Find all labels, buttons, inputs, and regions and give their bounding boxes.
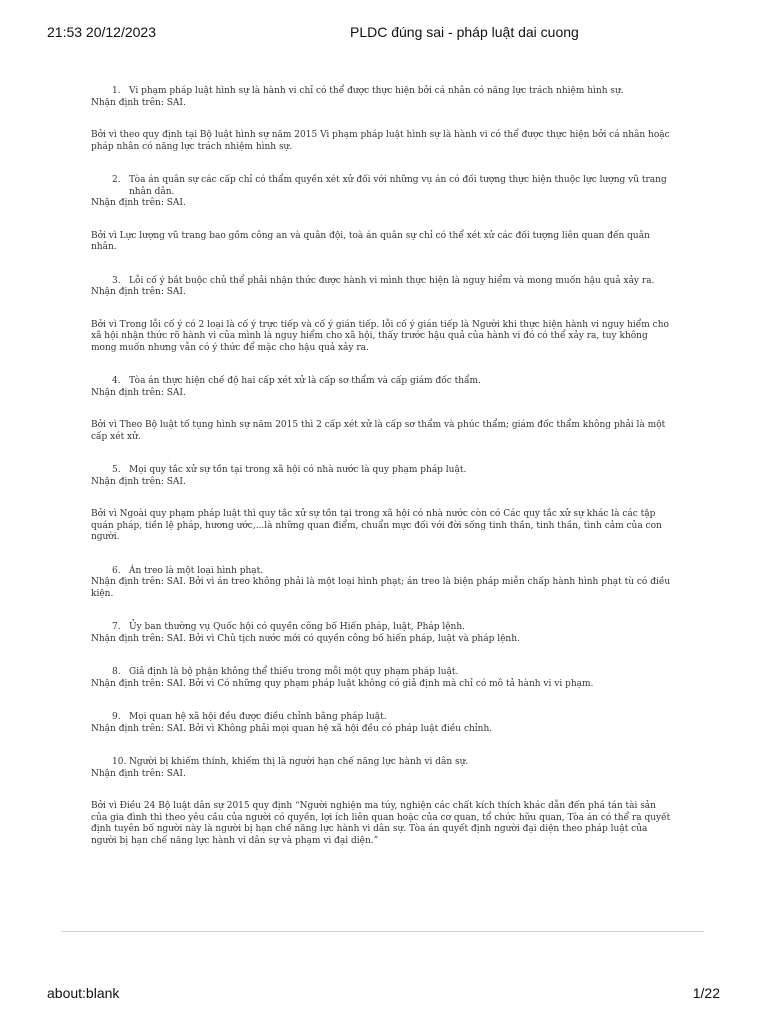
- page-divider: [62, 931, 704, 932]
- question: 3. Lỗi cố ý bắt buộc chủ thể phải nhận thức được hành vi mình thực hiện là nguy hiểm và mong muốn hậu quả xảy ra.: [112, 275, 655, 286]
- verdict: Nhận định trên: SAI.: [91, 198, 186, 208]
- list-item: [91, 175, 675, 254]
- verdict: Nhận định trên: SAI. Bởi vì án treo không phải là một loại hình phạt; án treo là biện pháp miễn chấp hành hình phạt tù có điều kiện.: [91, 577, 671, 599]
- explanation: Bởi vì Lực lượng vũ trang bao gồm công an và quân đội, toà án quân sự chỉ có thể xét xử các đối tượng liên quan đến quân nhân.: [91, 230, 650, 252]
- question: 1. Vi phạm pháp luật hình sự là hành vi chỉ có thể được thực hiện bởi cá nhân có năng lực trách nhiệm hình sự.: [112, 86, 624, 96]
- print-datetime: 21:53 20/12/2023: [47, 24, 156, 40]
- list-item: [91, 566, 675, 601]
- print-footer: [0, 985, 768, 1005]
- verdict: Nhận định trên: SAI. Bởi vì Chủ tịch nước mới có quyền công bố hiến pháp, luật và pháp lệnh.: [91, 633, 520, 644]
- explanation: Bởi vì Theo Bộ luật tố tụng hình sự năm 2015 thì 2 cấp xét xử là cấp sơ thẩm và phúc thẩm; giám đốc thẩm không phải là một cấp xét xử.: [91, 420, 666, 442]
- print-header: [0, 24, 768, 44]
- list-item: [91, 276, 675, 355]
- question: 9. Mọi quan hệ xã hội đều được điều chỉnh bằng pháp luật.: [112, 712, 387, 722]
- verdict: Nhận định trên: SAI.: [91, 768, 186, 779]
- question: 7. Ủy ban thường vụ Quốc hội có quyền công bố Hiến pháp, luật, Pháp lệnh.: [112, 622, 466, 632]
- explanation: Bởi vì Trong lỗi cố ý có 2 loại là cố ý trực tiếp và cố ý gián tiếp. lỗi cố ý gián tiếp là Người khi thực hiện hành vi nguy hiểm cho xã hội nhận thức rõ hành vi của mình là nguy hiểm cho xã hội, thấy trước hậu quả của hành vi đó có thể xảy ra, tuy không mong muốn nhưng vẫn có ý thức để mặc cho hậu quả xảy ra.: [91, 319, 669, 353]
- verdict: Nhận định trên: SAI.: [91, 287, 186, 297]
- page-url: about:blank: [47, 985, 120, 1001]
- explanation: Bởi vì Ngoài quy phạm pháp luật thì quy tắc xử sự tồn tại trong xã hội có nhà nước còn có Các quy tắc xử sự khác là các tập quán pháp, tiền lệ pháp, hương ước,...là những quan điểm, chuẩn mực đối với đời sống tinh thần, tinh thần, tình cảm của con người.: [91, 509, 662, 542]
- question: 10. Người bị khiếm thính, khiếm thị là người hạn chế năng lực hành vi dân sự.: [112, 757, 469, 767]
- question: 2. Tòa án quân sự các cấp chỉ có thẩm quyền xét xử đối với những vụ án có đối tượng thực hiện thuộc lực lượng vũ trang nhân dân.: [112, 175, 667, 197]
- list-item: [91, 86, 675, 153]
- question: 4. Tòa án thực hiện chế độ hai cấp xét xử là cấp sơ thẩm và cấp giám đốc thẩm.: [112, 376, 481, 386]
- page-number: 1/22: [692, 985, 720, 1001]
- list-item: [91, 465, 675, 544]
- document-body: [91, 86, 675, 847]
- list-item: [91, 622, 675, 645]
- verdict: Nhận định trên: SAI.: [91, 476, 186, 487]
- explanation: Bởi vì theo quy định tại Bộ luật hình sự năm 2015 Vi phạm pháp luật hình sự là hành vi có thể được thực hiện bởi cá nhân hoặc pháp nhân có năng lực trách nhiệm hình sự.: [91, 130, 670, 152]
- list-item: [91, 667, 675, 690]
- question: 5. Mọi quy tắc xử sự tồn tại trong xã hội có nhà nước là quy phạm pháp luật.: [112, 465, 467, 475]
- verdict: Nhận định trên: SAI.: [91, 97, 186, 108]
- explanation: Bởi vì Điều 24 Bộ luật dân sự 2015 quy định “Người nghiện ma túy, nghiện các chất kích thích khác dẫn đến phá tán tài sản của gia đình thì theo yêu cầu của người có quyền, lợi ích liên quan hoặc của cơ quan, tổ chức hữu quan, Tòa án có thể ra quyết định tuyên bố người này là người bị hạn chế năng lực hành vi dân sự. Tòa án quyết định người đại diện theo pháp luật của người bị hạn chế năng lực hành vi dân sự và phạm vi đại diện.”: [91, 801, 671, 846]
- verdict: Nhận định trên: SAI. Bởi vì Không phải mọi quan hệ xã hội đều có pháp luật điều chỉnh.: [91, 723, 493, 734]
- verdict: Nhận định trên: SAI. Bởi vì Có những quy phạm pháp luật không có giả định mà chỉ có mô tả hành vi vi phạm.: [91, 678, 594, 689]
- list-item: [91, 757, 675, 847]
- list-item: [91, 712, 675, 735]
- verdict: Nhận định trên: SAI.: [91, 387, 186, 398]
- question: 6. Án treo là một loại hình phạt.: [112, 565, 264, 576]
- list-item: [91, 376, 675, 443]
- question: 8. Giả định là bộ phận không thể thiếu trong mỗi một quy phạm pháp luật.: [112, 667, 459, 677]
- document-title: PLDC đúng sai - pháp luật dai cuong: [350, 24, 579, 40]
